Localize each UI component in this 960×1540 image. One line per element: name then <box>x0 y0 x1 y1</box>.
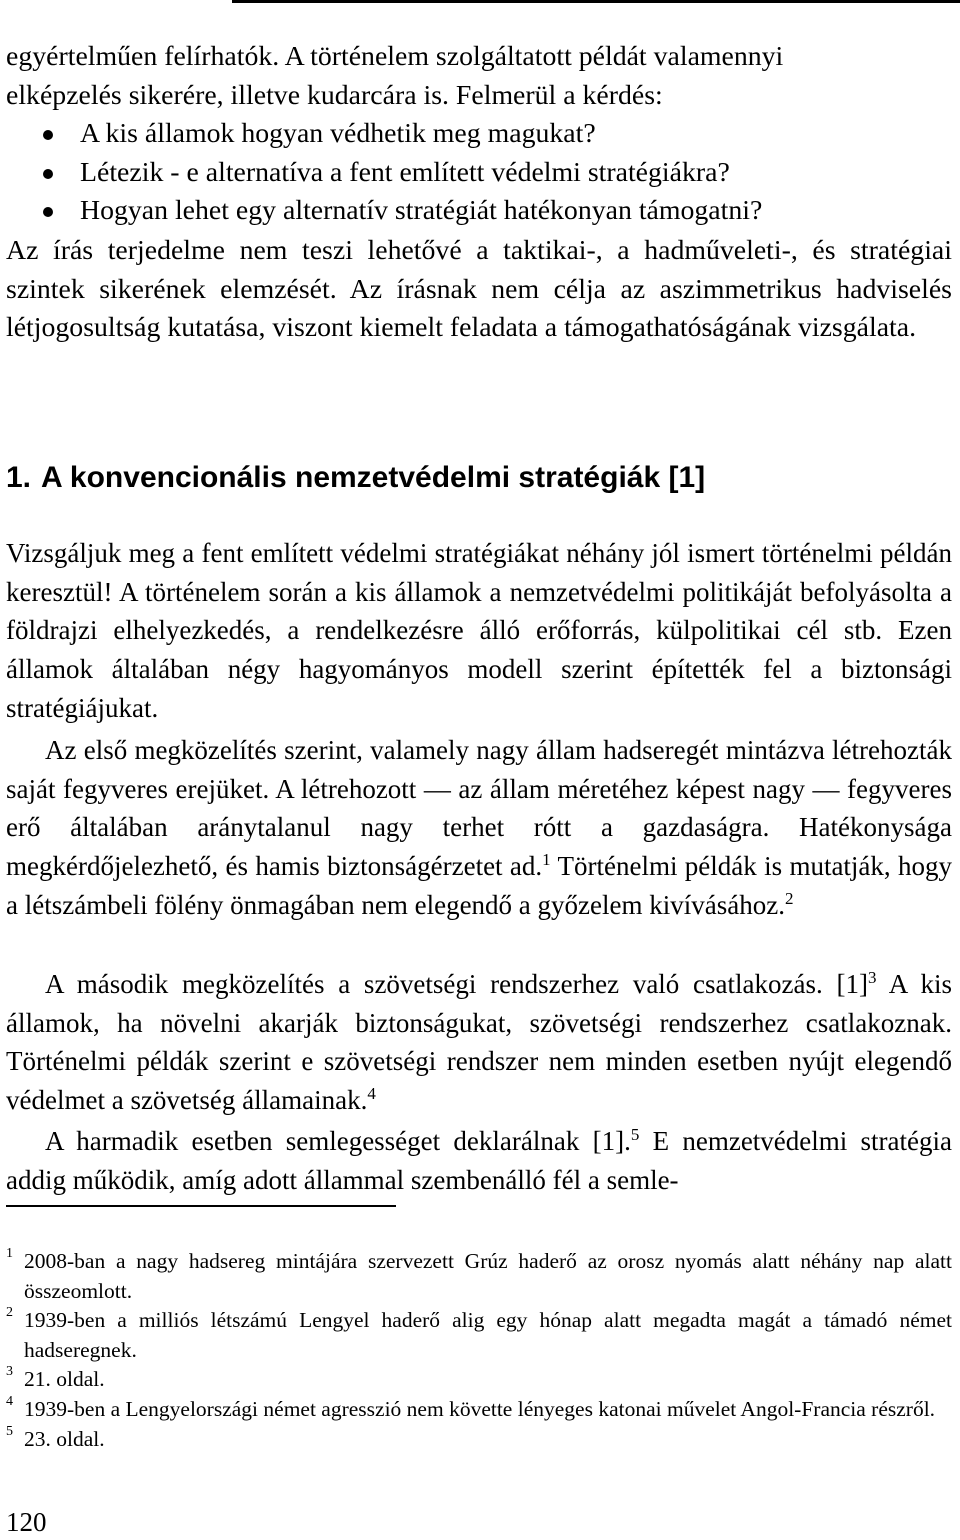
paragraph-text: Az első megközelítés szerint, valamely nagy állam hadseregét mintázva létrehozták saját fegyveres erejüket. A létrehozott — az állam méretéhez képest nagy — fegyveres erő általában aránytalanul nagy terhet rótt a gazdaságra. Hatékonysága megkérdőjelezhető, és hamis biztonságérzetet ad. <box>6 735 952 882</box>
footnote-mark: 4 <box>6 1393 13 1409</box>
body-paragraph <box>6 1122 952 1199</box>
intro-line: egyértelműen felírhatók. A történelem szolgáltatott példát valamennyi <box>6 41 784 72</box>
question-text: Létezik - e alternatíva a fent említett védelmi stratégiákra? <box>80 156 730 188</box>
paragraph-text: A harmadik esetben semlegességet deklarálnak [1]. <box>45 1126 631 1156</box>
paragraph-text: A második megközelítés a szövetségi rendszerhez való csatlakozás. [1] <box>45 969 868 999</box>
footnote-text: 23. oldal. <box>24 1426 105 1451</box>
paragraph-text: E nemzetvédelmi stratégia addig működik, amíg adott állammal szembenálló fél a semle- <box>6 1126 952 1195</box>
question-list <box>6 115 952 231</box>
footnote <box>6 1425 952 1455</box>
list-item <box>6 115 952 154</box>
footnote-text: 2008-ban a nagy hadsereg mintájára szervezett Grúz haderő az orosz nyomás alatt néhány nap alatt összeomlott. <box>24 1249 952 1303</box>
list-item <box>6 192 952 231</box>
footnote-ref[interactable]: 3 <box>867 968 877 987</box>
footnote <box>6 1365 952 1395</box>
question-text: Hogyan lehet egy alternatív stratégiát hatékonyan támogatni? <box>80 195 763 227</box>
footnote-text: 21. oldal. <box>24 1367 105 1392</box>
body-paragraph <box>6 965 952 1120</box>
bullet-icon <box>43 130 53 140</box>
scope-paragraph: Az írás terjedelme nem teszi lehetővé a taktikai-, a hadműveleti-, és stratégiai szintek sikerének elemzését. Az írásnak nem célja az aszimmetrikus hadviselés létjogosultság kutatása, viszont kiemelt feladata a támogathatóságának vizsgálata. <box>6 235 952 344</box>
footnote <box>6 1247 952 1306</box>
body-paragraph: Vizsgáljuk meg a fent említett védelmi stratégiákat néhány jól ismert történelmi példán keresztül! A történelem során a kis államok a nemzetvédelmi politikáját befolyásolta a földrajzi elhelyezkedés, a rendelkezésre álló erőforrás, külpolitikai cél stb. Ezen államok általában négy hagyományos modell szerint építették fel a biztonsági stratégiájukat. <box>6 538 952 723</box>
footnote-mark: 3 <box>6 1364 13 1380</box>
footnote <box>6 1395 952 1425</box>
footnote <box>6 1306 952 1365</box>
footnote-mark: 5 <box>6 1423 13 1439</box>
paragraph-text: Történelmi példák is mutatják, hogy a létszámbeli fölény önmagában nem elegendő a győzelem kivívásához. <box>6 851 953 920</box>
section-title: A konvencionális nemzetvédelmi stratégiák [1] <box>41 461 706 494</box>
footnote-ref[interactable]: 1 <box>542 850 551 870</box>
intro-line: elképzelés sikerére, illetve kudarcára is. Felmerül a kérdés: <box>6 79 663 111</box>
footnote-divider <box>6 1205 396 1207</box>
footnote-ref[interactable]: 2 <box>784 888 794 908</box>
list-item <box>6 154 952 193</box>
footnote-text: 1939-ben a milliós létszámú Lengyel haderő alig egy hónap alatt megadta magát a támadó német hadseregnek. <box>24 1308 952 1362</box>
footnote-ref[interactable]: 5 <box>630 1125 640 1144</box>
footnote-ref[interactable]: 4 <box>367 1084 376 1104</box>
paragraph-text: A kis államok, ha növelni akarják biztonságukat, szövetségi rendszerhez csatlakoznak. Történelmi példák szerint e szövetségi rendszer nem minden esetben nyújt elegendő védelmet a szövetség államainak. <box>6 969 952 1116</box>
bullet-icon <box>43 169 53 179</box>
section-heading <box>6 456 952 500</box>
top-rule <box>232 0 960 3</box>
question-text: A kis államok hogyan védhetik meg magukat? <box>80 118 596 149</box>
intro-text <box>6 38 952 115</box>
body-paragraph <box>6 731 952 925</box>
footnote-mark: 1 <box>6 1246 13 1261</box>
section-number: 1. <box>6 461 32 494</box>
footnote-text: 1939-ben a Lengyelországi német agresszió nem követte lényeges katonai művelet Angol-Francia részről. <box>24 1396 936 1421</box>
footnotes <box>6 1247 952 1454</box>
bullet-icon <box>43 207 53 217</box>
footnote-mark: 2 <box>6 1305 13 1321</box>
page-number: 120 <box>6 1507 47 1537</box>
